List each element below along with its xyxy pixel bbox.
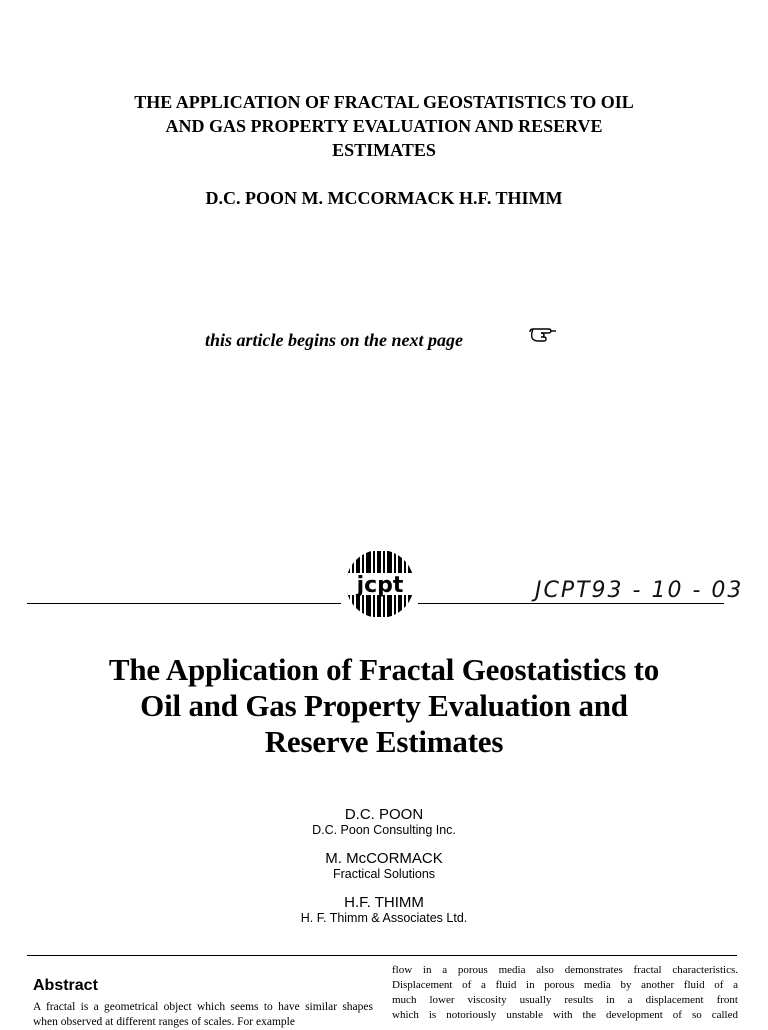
pointing-hand-icon [528,326,558,344]
body-text-line: which is notoriously unstable with the development of so called [392,1009,738,1021]
article-title-line: The Application of Fractal Geostatistics to [108,652,660,687]
body-text-right-column [392,963,738,1023]
abstract-body: A fractal is a geometrical object which seems to have similar shapes when observed at different ranges of scales. For example [33,1001,373,1028]
body-text-line: flow in a porous media also demonstrates fractal characteristics. [392,964,738,976]
next-page-note: this article begins on the next page [205,330,464,350]
jcpt-logo [343,549,417,619]
body-text-line: Displacement of a fluid in porous media by another fluid of a [392,979,738,991]
author-name: H.F. THIMM [344,894,424,911]
body-text-line: much lower viscosity usually results in a displacement front [392,994,738,1006]
cover-title-line: AND GAS PROPERTY EVALUATION AND RESERVE [165,116,603,136]
logo-text: jcpt [356,573,404,598]
article-title [40,652,728,760]
author-affiliation: D.C. Poon Consulting Inc. [312,823,456,837]
cover-title-line: ESTIMATES [332,140,436,160]
header-rule-left [27,603,341,604]
cover-authors: D.C. POON M. MCCORMACK H.F. THIMM [205,188,563,208]
article-title-line: Reserve Estimates [264,724,504,759]
author-affiliation: H. F. Thimm & Associates Ltd. [300,911,468,925]
author-block [184,894,584,925]
reference-code: JCPT93 - 10 - 03 [535,578,744,603]
cover-title-line: THE APPLICATION OF FRACTAL GEOSTATISTICS TO OIL [134,92,634,112]
author-block [184,850,584,881]
section-rule [27,955,737,956]
abstract-heading: Abstract [33,977,98,994]
author-name: D.C. POON [344,806,424,823]
author-affiliation: Fractical Solutions [332,867,436,881]
article-title-line: Oil and Gas Property Evaluation and [140,688,628,723]
cover-title [60,90,708,162]
author-block [184,806,584,837]
header-rule-right [418,603,724,604]
author-name: M. McCORMACK [325,850,443,867]
